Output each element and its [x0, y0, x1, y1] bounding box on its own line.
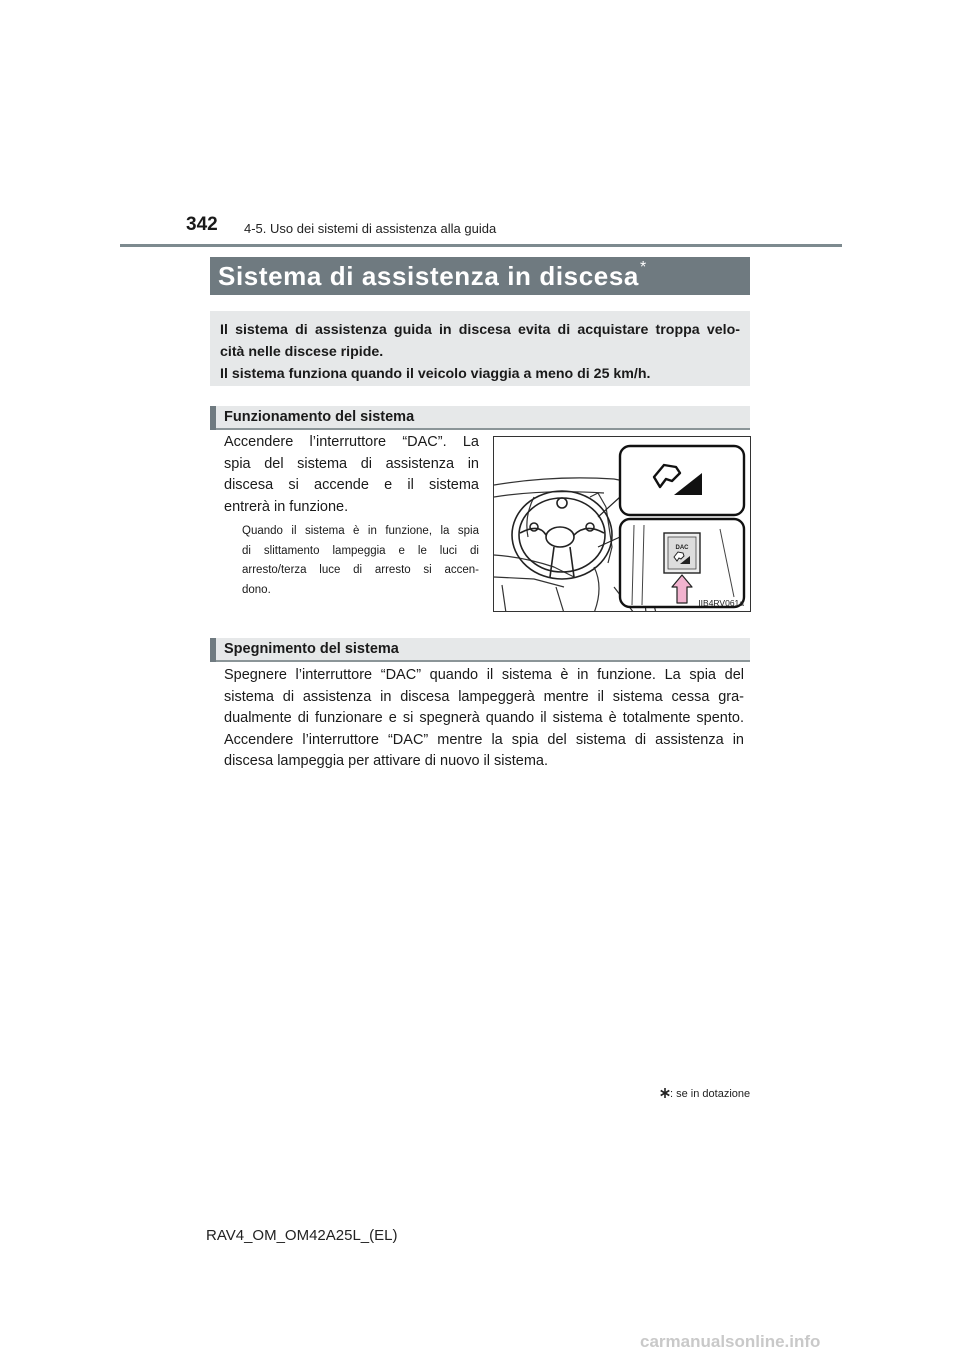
- section2-paragraph: [224, 665, 744, 773]
- page-number: 342: [186, 214, 218, 235]
- note-line-3: arresto/terza luce di arresto si accen-: [242, 564, 479, 576]
- asterisk-icon: [660, 1088, 670, 1098]
- note-line-2: di slittamento lampeggia e le luci di: [242, 544, 479, 557]
- indicator-callout: [620, 446, 744, 515]
- section-reference: 4-5. Uso dei sistemi di assistenza alla guida: [244, 221, 497, 236]
- section1-line-2: spia del sistema di assistenza in: [224, 455, 479, 472]
- watermark: carmanualsonline.info: [640, 1332, 821, 1351]
- footnote: [660, 1088, 750, 1100]
- note-line-1: Quando il sistema è in funzione, la spia: [242, 525, 479, 537]
- intro-box: [210, 311, 750, 386]
- section1-line-3: discesa si accende e il sistema: [224, 477, 479, 493]
- callout-lines: [598, 497, 620, 547]
- steering-wheel-icon: [512, 491, 612, 579]
- section2-line-4: Accendere l’interruttore “DAC” mentre la spia del sistema di assistenza in: [224, 731, 744, 748]
- page-title: [210, 257, 750, 295]
- section2-line-5: discesa lampeggia per attivare di nuovo il sistema.: [224, 753, 548, 769]
- footer-code: RAV4_OM_OM42A25L_(EL): [206, 1227, 398, 1244]
- dac-switch-label: DAC: [675, 545, 689, 551]
- section-heading-funzionamento: Funzionamento del sistema: [210, 406, 750, 430]
- intro-line-2: cità nelle discese ripide.: [220, 344, 384, 360]
- figure-code: IIB4RV061a: [698, 598, 744, 608]
- section-heading-spegnimento: Spegnimento del sistema: [210, 638, 750, 662]
- section2-line-3: dualmente di funzionare e si spegnerà quando il sistema è totalmente spento.: [224, 710, 744, 726]
- note-line-4: dono.: [242, 583, 271, 596]
- section2-line-2: sistema di assistenza in discesa lampeggerà mentre il sistema cessa gra-: [224, 688, 744, 705]
- title-asterisk: *: [639, 259, 647, 276]
- intro-line-3: Il sistema funziona quando il veicolo viaggia a meno di 25 km/h.: [220, 366, 651, 382]
- section1-paragraph: [224, 432, 479, 518]
- page-title-text: Sistema di assistenza in discesa: [218, 261, 639, 291]
- header-rule: [120, 244, 842, 247]
- section1-line-1: Accendere l’interruttore “DAC”. La: [224, 434, 479, 450]
- intro-line-1: Il sistema di assistenza guida in discesa evita di acquistare troppa velo-: [220, 322, 740, 338]
- section1-note: [242, 522, 479, 600]
- section1-line-4: entrerà in funzione.: [224, 498, 349, 515]
- section2-line-1: Spegnere l’interruttore “DAC” quando il sistema è in funzione. La spia del: [224, 667, 744, 683]
- footnote-text: : se in dotazione: [670, 1088, 751, 1100]
- dashboard-illustration: [494, 437, 751, 612]
- dac-switch-figure: [493, 436, 751, 612]
